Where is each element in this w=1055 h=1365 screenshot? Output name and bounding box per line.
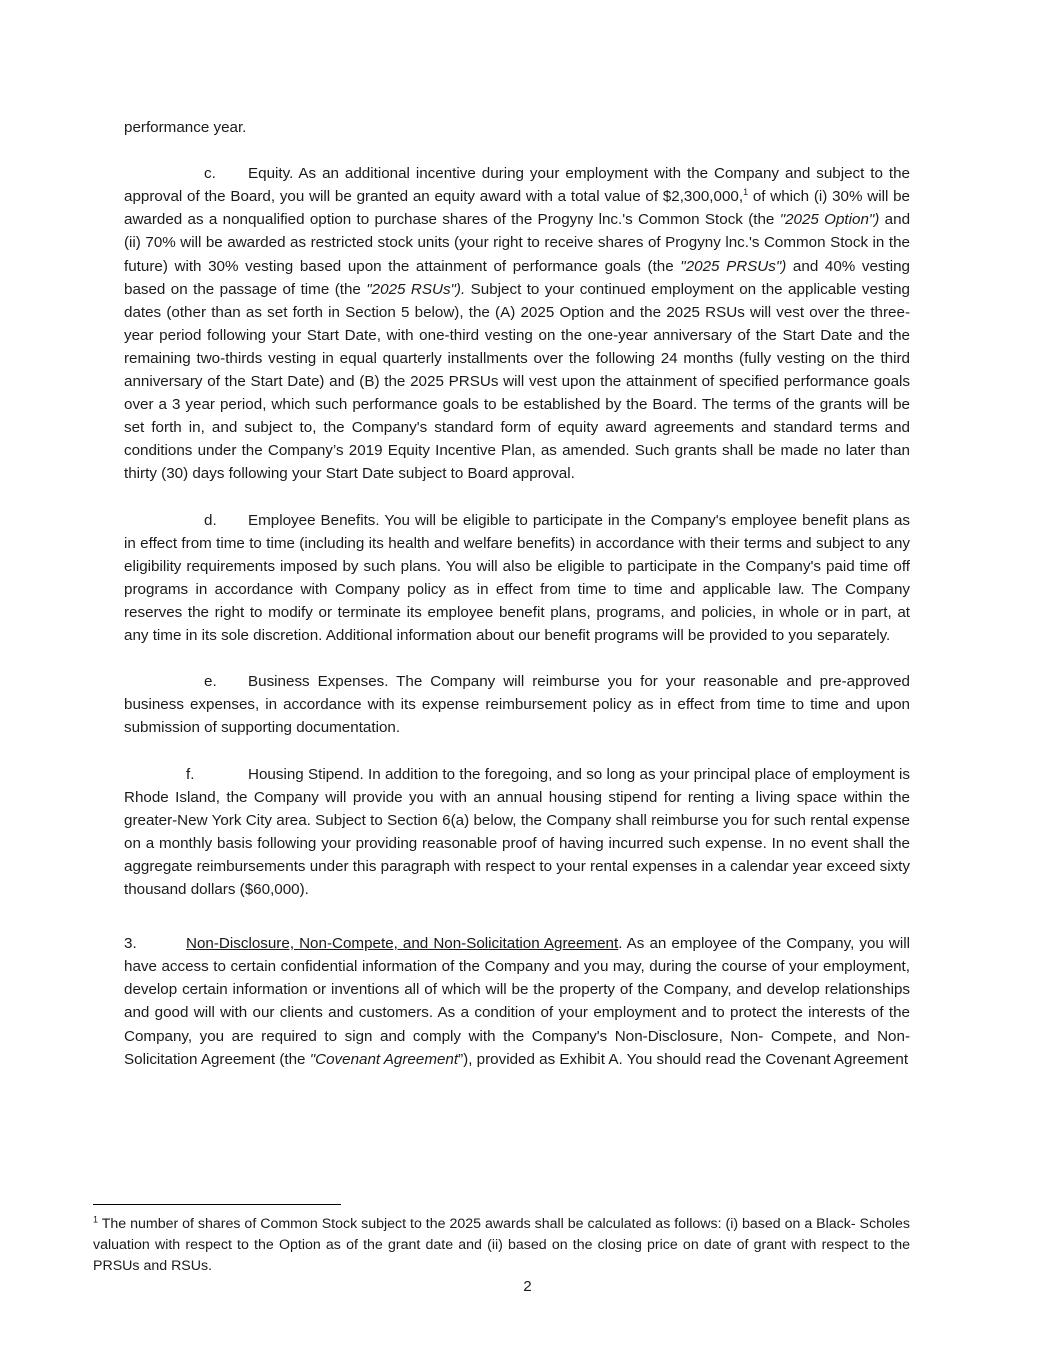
body-text — [124, 116, 910, 1071]
equity-text-5: Subject to your continued employment on the applicable vesting dates (other than as set forth in Section 5 below), the (A) 2025 Option and the 2025 RSUs will vest over the three-year period following your Start Date, with one-third vesting on the one-year anniversary of the Start Date and the remaining two-thirds vesting in equal quarterly installments over the following 24 months (fully vesting on the third anniversary of the Start Date) and (B) the 2025 PRSUs will vest upon the attainment of specified performance goals over a 3 year period, which such performance goals to be established by the Board. The terms of the grants will be set forth in, and subject to, the Company's standard form of equity award agreements and standard terms and conditions under the Company’s 2019 Equity Incentive Plan, as amended. Such grants shall be made no later than thirty (30) days following your Start Date subject to Board approval. — [124, 280, 910, 483]
section-title-housing-stipend: Housing Stipend. — [248, 765, 364, 783]
equity-text-3: and (ii) 70% will be awarded as restricted stock units (your right to receive shares of Progyny lnc.'s Common Stock in the future) with 30% vesting based upon the attainment of performance goals (the — [124, 211, 911, 275]
footnote-mark: 1 — [93, 1214, 99, 1225]
footnote-ref: 1 — [743, 187, 749, 198]
section-text-housing-stipend: In addition to the foregoing, and so long as your principal place of employment is Rhode Island, the Company will provide you with an annual housing stipend for renting a living space within the greater-New York City area. Subject to Section 6(a) below, the Company shall reimburse you for such rental expense on a monthly basis following your providing reasonable proof of having incurred such expense. In no event shall the aggregate reimbursements under this paragraph with respect to your rental expenses in a calendar year exceed sixty thousand dollars ($60,000). — [124, 765, 910, 899]
page-number: 2 — [523, 1278, 532, 1295]
section-title-business-expenses: Business Expenses. — [248, 673, 389, 691]
equity-text-1: As an additional incentive during your employment with the Company and subject to the approval of the Board, you will be granted an equity award with a total value of $2,300,000, — [124, 165, 911, 206]
section-3-title: Non-Disclosure, Non-Compete, and Non-Solicitation Agreement — [186, 935, 619, 953]
section-title-equity: Equity. — [248, 165, 294, 183]
section-marker-c: c. — [204, 165, 216, 183]
footnote-text: The number of shares of Common Stock subject to the 2025 awards shall be calculated as follows: (i) based on a Black- Scholes valuation with respect to the Option as of the grant date and (ii) based on the closing price on date of grant with respect to the PRSUs and RSUs. — [93, 1216, 911, 1274]
footnote — [93, 1214, 910, 1277]
section-business-expenses — [124, 670, 910, 739]
section-3-title-period: . — [618, 935, 623, 953]
section-3-text-2: ”), provided as Exhibit A. You should read the Covenant Agreement — [458, 1050, 909, 1068]
section-housing-stipend — [124, 763, 910, 902]
section-marker-f: f. — [186, 765, 195, 783]
equity-term-rsus: "2025 RSUs"). — [366, 280, 466, 298]
equity-text-2: of which (i) 30% will be awarded as a nonqualified option to purchase shares of the Progyny lnc.'s Common Stock (the — [124, 188, 910, 229]
section-text-employee-benefits: You will be eligible to participate in the Company's employee benefit plans as in effect from time to time (including its health and welfare benefits) in accordance with their terms and subject to any eligibility requirements imposed by such plans. You will also be eligible to participate in the Company's paid time off programs in accordance with Company policy as in effect from time to time and applicable law. The Company reserves the right to modify or terminate its employee benefit plans, programs, and policies, in whole or in part, at any time in its sole discretion. Additional information about our benefit programs will be provided to you separately. — [124, 511, 910, 645]
section-title-employee-benefits: Employee Benefits. — [248, 511, 380, 529]
section-3-term-covenant: "Covenant Agreement — [309, 1050, 459, 1068]
continuation-text: performance year. — [124, 119, 247, 136]
equity-term-option: "2025 Option") — [779, 211, 880, 229]
equity-text-4: and 40% vesting based on the passage of time (the — [124, 257, 911, 298]
equity-term-prsus: "2025 PRSUs") — [680, 257, 787, 275]
section-text-business-expenses: The Company will reimburse you for your reasonable and pre-approved business expenses, in accordance with its expense reimbursement policy as in effect from time to time and upon submission of supporting documentation. — [124, 673, 910, 737]
section-equity — [124, 162, 910, 485]
section-marker-d: d. — [204, 511, 217, 529]
section-3-non-disclosure — [124, 932, 910, 1071]
section-number-3: 3. — [124, 935, 137, 953]
footnote-separator — [93, 1204, 341, 1205]
section-marker-e: e. — [204, 673, 217, 691]
section-employee-benefits — [124, 509, 910, 648]
section-3-text-1: As an employee of the Company, you will have access to certain confidential information of the Company and you may, during the course of your employment, develop certain information or inventions all of which will be the property of the Company, and develop relationships and good will with our clients and customers. As a condition of your employment and to protect the interests of the Company, you are required to sign and comply with the Company's Non-Disclosure, Non- Compete, and Non-Solicitation Agreement (the — [124, 935, 910, 1068]
